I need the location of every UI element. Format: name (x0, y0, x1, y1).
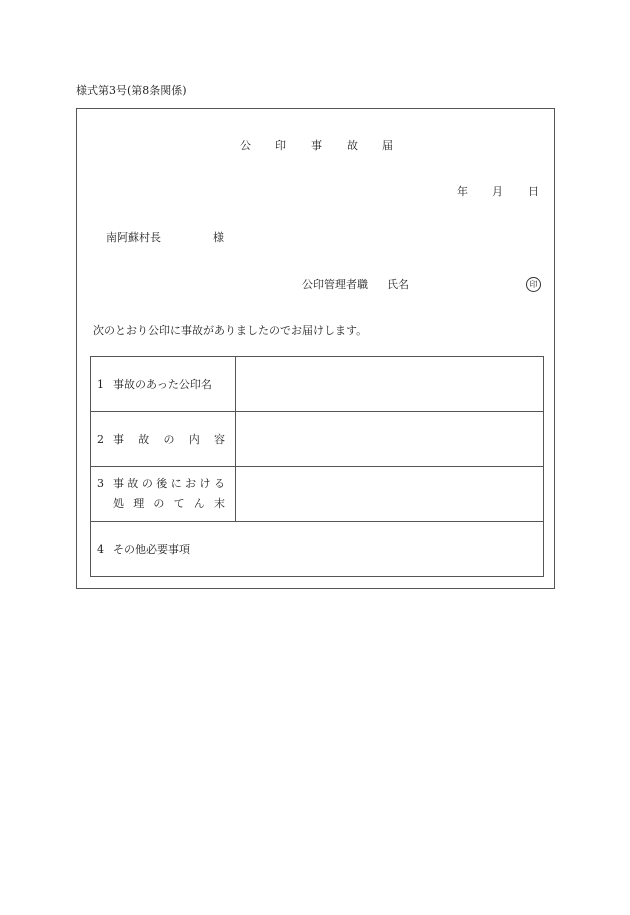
row-label-text: その他必要事項 (113, 543, 190, 556)
table-row (91, 467, 544, 522)
label-char: の (141, 477, 153, 490)
title-char: 公 (240, 139, 251, 152)
table-row (91, 412, 544, 467)
table-row (91, 357, 544, 412)
title-char: 届 (382, 139, 393, 152)
row-number: 1 (97, 378, 104, 391)
label-char: 内 (188, 433, 200, 446)
addressee-name: 南阿蘇村長 (106, 231, 161, 244)
intro-text: 次のとおり公印に事故がありましたのでお届けします。 (93, 324, 368, 337)
title-char: 事 (311, 139, 322, 152)
row-label (91, 467, 236, 522)
date-year: 年 (457, 185, 468, 198)
incident-details-field[interactable] (236, 412, 544, 467)
post-incident-handling-field[interactable] (236, 467, 544, 522)
addressee-honorific: 様 (213, 231, 224, 244)
applicant-name-label: 氏名 (387, 278, 409, 291)
row-number: 2 (97, 433, 104, 446)
date-month: 月 (492, 185, 503, 198)
label-char: 末 (213, 497, 225, 510)
title-char: 印 (275, 139, 286, 152)
label-char: け (199, 477, 211, 490)
label-char: 事 (113, 433, 124, 446)
label-char: 故 (138, 433, 150, 446)
label-char: る (213, 477, 225, 490)
seal-icon: 印 (526, 277, 541, 292)
label-char: お (185, 477, 197, 490)
row-label (91, 412, 236, 467)
details-table (90, 356, 544, 577)
label-char: 処 (113, 497, 124, 510)
row-number: 4 (97, 543, 104, 556)
title-char: 故 (347, 139, 358, 152)
seal-name-field[interactable] (236, 357, 544, 412)
label-char: て (173, 497, 185, 510)
label-char: 後 (156, 477, 168, 490)
applicant-position-label: 公印管理者職 (302, 278, 368, 291)
date-day: 日 (528, 185, 539, 198)
label-char: 事 (113, 477, 124, 490)
table-row (91, 522, 544, 577)
form-number-label: 様式第3号(第8条関係) (76, 84, 187, 97)
label-char: ん (193, 497, 205, 510)
label-char: の (153, 497, 165, 510)
row-label-text: 事故のあった公印名 (113, 378, 212, 391)
label-char: 理 (133, 497, 145, 510)
label-char: 故 (127, 477, 139, 490)
label-char: 容 (214, 433, 225, 446)
row-number: 3 (97, 477, 104, 490)
label-char: に (170, 477, 182, 490)
row-label (91, 357, 236, 412)
label-char: の (163, 433, 175, 446)
other-matters-field[interactable] (91, 522, 544, 577)
